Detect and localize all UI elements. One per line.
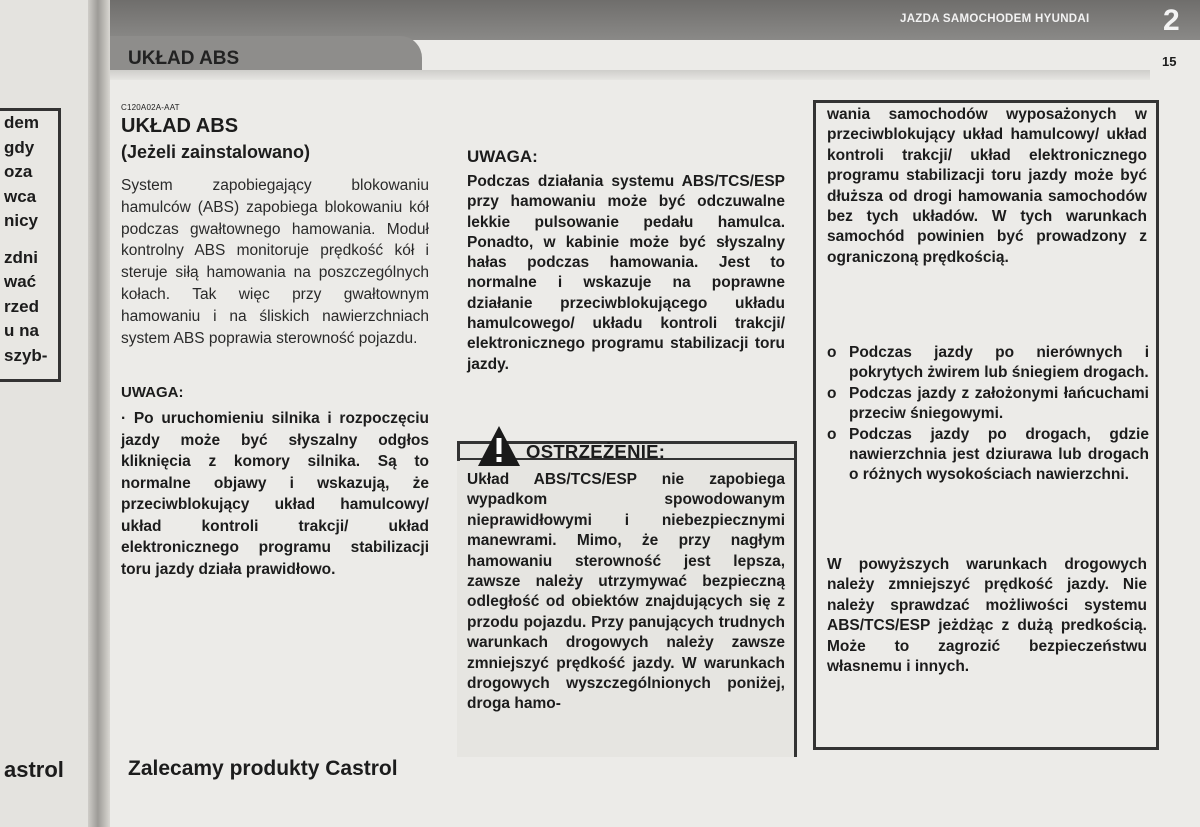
- page-gutter: [88, 0, 110, 827]
- warning-triangle-icon: [476, 424, 522, 468]
- left-fragment: oza: [4, 162, 33, 181]
- list-item: [827, 384, 1149, 425]
- list-item: [827, 343, 1149, 384]
- section-title: UKŁAD ABS: [128, 48, 240, 69]
- warning-text: Układ ABS/TCS/ESP nie zapobiega wypadkom spowodowanym nieprawidłowymi i niebezpiecznymi manewrami. Mimo, że przy nagłym hamowaniu sterowność jest lepsza, zawsze należy utrzymywać bezpieczną odległość od obiektów znajdujących się z przodu pojazdu. Przy panujących trudnych warunkach drogowych należy zawsze zmniejszyć prędkość jazdy. W warunkach drogowych wyszczególnionych poniżej, droga hamo-: [467, 471, 785, 713]
- left-fragment: rzed: [4, 296, 39, 316]
- left-fragment: gdy: [4, 137, 35, 157]
- note-text: · Po uruchomieniu silnika i rozpoczęciu jazdy może być słyszalny odgłos kliknięcia z komory silnika. Są to normalne objawy i wskazują, że przeciwblokujący układ hamulcowy/ układ kontroli trakcji/ układ elektronicznego programu stabilizacji toru jazdy działa prawidłowo.: [121, 410, 429, 578]
- left-fragment: zdni: [4, 247, 38, 267]
- header-title: JAZDA SAMOCHODEM HYUNDAI: [900, 13, 1090, 25]
- note-label: UWAGA:: [121, 384, 184, 401]
- left-fragment: u na: [4, 321, 39, 340]
- header-underbar: [110, 70, 1150, 80]
- article-body: System zapobiegający blokowaniu hamulców (ABS) zapobiega blokowaniu kół podczas gwałtownego hamowania. Moduł kontrolny ABS monitoruje prędkość kół i steruje siłą hamowania na poszczególnych kołach. Tak więc przy gwałtownym hamowaniu i na śliskich nawierzchniach system ABS poprawia sterowność pojazdu.: [121, 177, 429, 347]
- list-bullet: o: [827, 344, 837, 361]
- warning-continued-text: wania samochodów wyposażonych w przeciwblokujący układ hamulcowy/ układ kontroli trakcji/ układ elektronicznego programu stabilizacji toru jazdy może być dłuższa od drogi hamowania samochodów bez tych układów. W tych warunkach samochód powinien być prowadzony z ograniczoną prędkością.: [827, 106, 1147, 266]
- chapter-number: 2: [1163, 4, 1180, 37]
- left-fragment: wać: [4, 272, 37, 291]
- left-page-footer: astrol: [4, 757, 64, 782]
- list-bullet: o: [827, 425, 837, 443]
- warning-conclusion: W powyższych warunkach drogowych należy zmniejszyć prędkość jazdy. Nie należy sprawdzać możliwości systemu ABS/TCS/ESP jeżdżąc z dużą predkością. Może to zagrozić bezpieczeństwu własnemu i innych.: [827, 556, 1147, 676]
- note-text: Podczas działania systemu ABS/TCS/ESP przy hamowaniu może być odczuwalne lekkie pulsowanie pedału hamulca. Ponadto, w kabinie może być słyszalny hałas podczas hamowania. Jest to normalne i wskazuje na poprawne działanie przeciwblokującego układu hamulcowego/ układu kontroli trakcji/ elektronicznego programu stabilizacji toru jazdy.: [467, 173, 785, 373]
- article-subtitle: (Jeżeli zainstalowano): [121, 142, 311, 162]
- list-item-text: Podczas jazdy po nierównych i pokrytych żwirem lub śniegiem drogach.: [849, 344, 1149, 382]
- list-bullet: o: [827, 384, 837, 402]
- left-page-box: [0, 108, 61, 382]
- list-item-text: Podczas jazdy z założonymi łańcuchami przeciw śniegowymi.: [849, 384, 1149, 423]
- list-item-text: Podczas jazdy po drogach, gdzie nawierzchnia jest dziurawa lub drogach o różnych wysokościach nawierzchni.: [849, 425, 1149, 484]
- left-fragment: dem: [4, 113, 39, 132]
- page-footer: Zalecamy produkty Castrol: [128, 757, 398, 780]
- conditions-list: [827, 343, 1149, 486]
- left-fragment: nicy: [4, 211, 39, 230]
- left-page: [0, 0, 98, 827]
- left-fragment: szyb-: [4, 345, 48, 365]
- article-title: UKŁAD ABS: [121, 115, 239, 137]
- list-item: [827, 425, 1149, 486]
- note-label: UWAGA:: [467, 147, 538, 166]
- warning-title: OSTRZEŻENIE:: [526, 441, 666, 462]
- section-code: C120A02A-AAT: [121, 103, 180, 112]
- page-number: 15: [1162, 54, 1177, 69]
- left-fragment: wca: [4, 186, 37, 206]
